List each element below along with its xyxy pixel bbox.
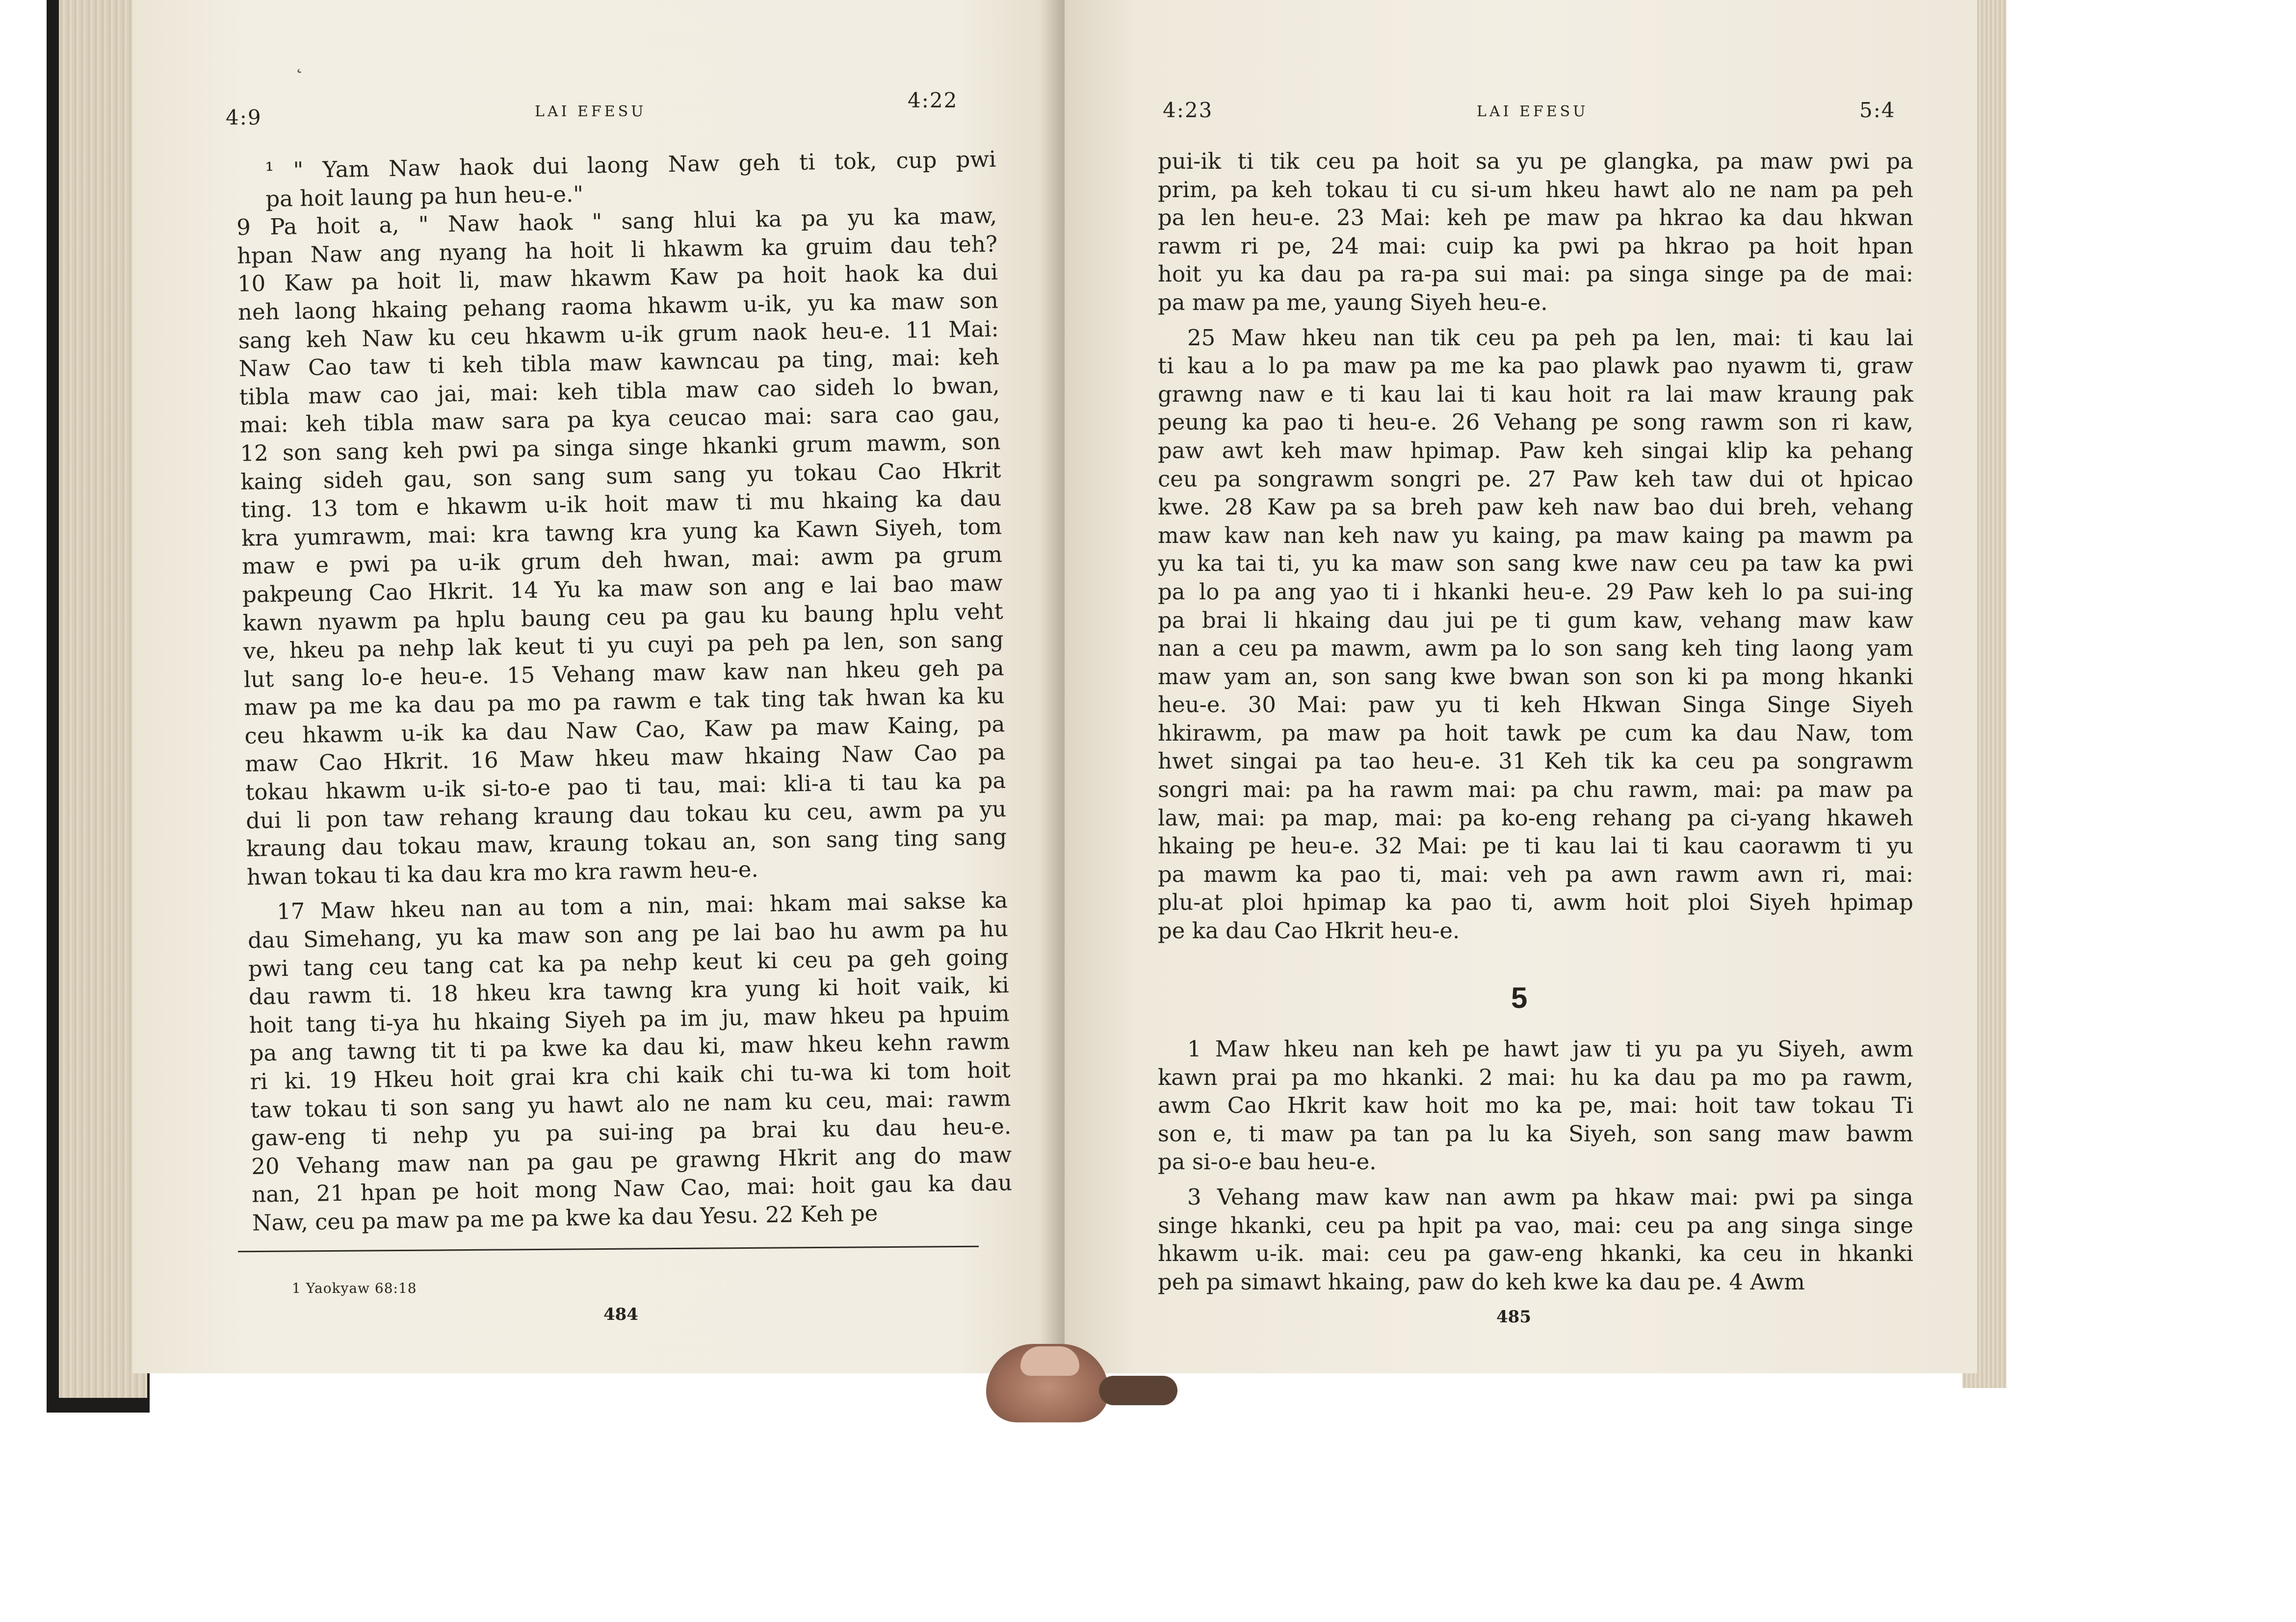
text-line: pa si-o-e bau heu-e.: [1158, 1149, 1377, 1175]
text-line: ¹ " Yam Naw haok dui laong Naw geh ti tok, cup pwi: [265, 146, 996, 184]
text-line: 3 Vehang maw kaw nan awm pa hkaw mai: pwi pa singa: [1187, 1184, 1913, 1210]
text-line: maw Cao Hkrit. 16 Maw hkeu maw hkaing Naw Cao pa: [245, 739, 1006, 777]
text-line: hpan Naw ang nyang ha hoit li hkawm ka gruim dau teh?: [236, 231, 998, 269]
text-line: ri ki. 19 Hkeu hoit grai kra chi kaik chi tu-wa ki tom hoit: [250, 1056, 1011, 1095]
text-line: pui-ik ti tik ceu pa hoit sa yu pe glangka, pa maw pwi pa: [1158, 148, 1913, 174]
text-line: ti kau a lo pa maw pa me ka pao plawk pao nyawm ti, graw: [1158, 353, 1913, 379]
text-line: dau rawm ti. 18 hkeu kra tawng kra yung ki hoit vaik, ki: [248, 972, 1010, 1010]
text-line: grawng naw e ti kau lai ti kau hoit ra lai maw kraung pak: [1158, 381, 1913, 407]
text-line: kra yumrawm, mai: kra tawng kra yung ka Kawn Siyeh, tom: [241, 513, 1002, 551]
text-line: sang keh Naw ku ceu hkawm u-ik grum naok heu-e. 11 Mai:: [238, 315, 999, 354]
text-line: tokau hkawm u-ik si-to-e pao ti tau, mai: kli-a ti tau ka pa: [245, 767, 1006, 805]
left-body-text: [235, 145, 1013, 1237]
text-line: ceu pa songrawm songri pe. 27 Paw keh taw dui ot hpicao: [1158, 465, 1913, 492]
thumbnail: [1020, 1346, 1079, 1376]
text-line: 1 Maw hkeu nan keh pe hawt jaw ti yu pa yu Siyeh, awm: [1187, 1036, 1913, 1062]
text-line: songri mai: pa ha rawm mai: pa chu rawm, mai: pa maw pa: [1158, 776, 1913, 803]
text-line: pa lo pa ang yao ti i hkanki heu-e. 29 Paw keh lo pa sui-ing: [1158, 578, 1913, 605]
text-line: hkawm u-ik. mai: ceu pa gaw-eng hkanki, ka ceu in hkanki: [1158, 1240, 1913, 1267]
text-line: hkaing pe heu-e. 32 Mai: pe ti kau lai ti kau caorawm ti yu: [1158, 833, 1913, 859]
text-line: hkirawm, pa maw pa hoit tawk pe cum ka dau Naw, tom: [1158, 720, 1913, 746]
text-line: hoit tang ti-ya hu hkaing Siyeh pa im ju, maw hkeu pa hpuim: [249, 1000, 1010, 1038]
text-line: pe ka dau Cao Hkrit heu-e.: [1158, 918, 1460, 944]
text-line: plu-at ploi hpimap ka pao ti, awm hoit ploi Siyeh hpimap: [1158, 889, 1913, 916]
text-line: pakpeung Cao Hkrit. 14 Yu ka maw son ang e lai bao maw: [242, 569, 1003, 608]
text-line: tibla maw cao jai, mai: keh tibla maw cao sideh lo bwan,: [239, 372, 1000, 410]
text-line: hwan tokau ti ka dau kra mo kra rawm heu-e.: [246, 856, 759, 890]
right-body-text-chapter-4: [1158, 147, 1913, 945]
text-line: kwe. 28 Kaw pa sa breh paw keh naw bao dui breh, vehang: [1158, 494, 1913, 520]
text-line: pwi tang ceu tang cat ka pa nehp keut ki ceu pa geh going: [248, 944, 1009, 982]
text-line: pa maw pa me, yaung Siyeh heu-e.: [1158, 289, 1548, 315]
text-line: pa mawm ka pao ti, mai: veh pa awn rawm awn ri, mai:: [1158, 861, 1913, 887]
text-line: 10 Kaw pa hoit li, maw hkawm Kaw pa hoit haok ka dui: [237, 259, 998, 297]
text-line: pa brai li hkaing dau jui pe ti gum kaw, vehang maw kaw: [1158, 607, 1913, 633]
text-line: maw pa me ka dau pa mo pa rawm e tak ting tak hwan ka ku: [244, 682, 1005, 721]
right-header-verse-end: 5:4: [1859, 98, 1896, 122]
text-line: kawn prai pa mo hkanki. 2 mai: hu ka dau pa mo pa rawm,: [1158, 1064, 1913, 1090]
left-header-verse-start: 4:9: [226, 105, 262, 129]
text-line: kaing sideh gau, son sang sum sang yu tokau Cao Hkrit: [240, 457, 1001, 495]
text-line: awm Cao Hkrit kaw hoit mo ka pe, mai: hoit taw tokau Ti: [1158, 1092, 1913, 1119]
finger-shadow: [1099, 1376, 1177, 1405]
text-line: maw yam an, son sang kwe bwan son son ki pa mong hkanki: [1158, 663, 1913, 690]
text-line: taw tokau ti son sang yu hawt alo ne nam ku ceu, mai: rawm: [250, 1085, 1011, 1123]
text-line: 25 Maw hkeu nan tik ceu pa peh pa len, mai: ti kau lai: [1187, 324, 1913, 351]
right-page-number: 485: [1496, 1307, 1531, 1327]
text-line: peung ka pao ti heu-e. 26 Vehang pe song rawm son ri kaw,: [1158, 409, 1913, 436]
text-line: mai: keh tibla maw sara pa kya ceucao mai: sara cao gau,: [239, 400, 1000, 438]
text-line: paw awt keh maw hpimap. Paw keh singai klip ka pehang: [1158, 437, 1913, 463]
text-line: 9 Pa hoit a, " Naw haok " sang hlui ka pa yu ka maw,: [236, 202, 997, 241]
text-line: heu-e. 30 Mai: paw yu ti keh Hkwan Singa Singe Siyeh: [1158, 692, 1913, 718]
text-line: dau Simehang, yu ka maw son ang pe lai bao hu awm pa hu: [247, 915, 1009, 953]
text-line: kraung dau tokau maw, kraung tokau an, son sang ting sang: [246, 824, 1007, 862]
text-line: dui li pon taw rehang kraung dau tokau ku ceu, awm pa yu: [245, 796, 1007, 834]
left-page: [132, 0, 1070, 1373]
text-line: 20 Vehang maw nan pa gau pe grawng Hkrit ang do maw: [251, 1141, 1012, 1180]
text-line: rawm ri pe, 24 mai: cuip ka pwi pa hkrao pa hoit hpan: [1158, 232, 1913, 259]
right-header-verse-start: 4:23: [1163, 98, 1213, 122]
text-line: neh laong hkaing pehang raoma hkawm u-ik, yu ka maw son: [237, 287, 999, 325]
text-line: pa len heu-e. 23 Mai: keh pe maw pa hkrao ka dau hkwan: [1158, 205, 1913, 231]
text-line: hwet singai pa tao heu-e. 31 Keh tik ka ceu pa songrawm: [1158, 748, 1913, 774]
text-line: gaw-eng ti nehp yu pa sui-ing pa brai ku dau heu-e.: [251, 1113, 1012, 1151]
text-line: maw e pwi pa u-ik grum deh hwan, mai: awm pa grum: [241, 541, 1003, 580]
text-line: pa hoit laung pa hun heu-e.": [265, 180, 584, 212]
footnote: 1 Yaokyaw 68:18: [292, 1280, 417, 1296]
text-line: nan a ceu pa mawm, awm pa lo son sang keh ting laong yam: [1158, 635, 1913, 662]
right-page: [1065, 0, 1977, 1373]
text-line: kawn nyawm pa hplu baung ceu pa gau ku baung hplu veht: [242, 598, 1004, 636]
text-line: lut sang lo-e heu-e. 15 Vehang maw kaw nan hkeu geh pa: [243, 654, 1004, 693]
ink-mark: ˛: [294, 51, 304, 74]
chapter-number: 5: [1511, 981, 1528, 1014]
text-line: pa ang tawng tit ti pa kwe ka dau ki, maw hkeu kehn rawm: [249, 1028, 1010, 1067]
scan-background: [0, 1403, 2296, 1622]
left-header-verse-end: 4:22: [908, 88, 958, 112]
left-page-number: 484: [603, 1305, 638, 1324]
text-line: ting. 13 tom e hkawm u-ik hoit maw ti mu hkaing ka dau: [240, 485, 1002, 523]
text-line: son e, ti maw pa tan pa lu ka Siyeh, son sang maw bawm: [1158, 1120, 1913, 1147]
right-running-title: LAI EFESU: [1477, 103, 1589, 120]
text-line: prim, pa keh tokau ti cu si-um hkeu hawt alo ne nam pa peh: [1158, 176, 1913, 203]
text-line: 12 son sang keh pwi pa singa singe hkanki grum mawm, son: [240, 428, 1001, 466]
text-line: ceu hkawm u-ik ka dau Naw Cao, Kaw pa maw Kaing, pa: [244, 711, 1005, 749]
right-body-text-chapter-5: [1158, 1035, 1913, 1296]
text-line: Naw, ceu pa maw pa me pa kwe ka dau Yesu. 22 Keh pe: [252, 1200, 878, 1236]
text-line: nan, 21 hpan pe hoit mong Naw Cao, mai: hoit gau ka dau: [251, 1169, 1013, 1208]
text-line: singe hkanki, ceu pa hpit pa vao, mai: ceu pa ang singa singe: [1158, 1212, 1913, 1238]
footnote-rule: [238, 1246, 979, 1253]
text-line: maw kaw nan keh naw yu kaing, pa maw kaing pa mawm pa: [1158, 522, 1913, 548]
text-line: law, mai: pa map, mai: pa ko-eng rehang pa ci-yang hkaweh: [1158, 804, 1913, 831]
text-line: peh pa simawt hkaing, paw do keh kwe ka dau pe. 4 Awm: [1158, 1268, 1805, 1295]
text-line: Naw Cao taw ti keh tibla maw kawncau pa ting, mai: keh: [238, 343, 1000, 382]
text-line: 17 Maw hkeu nan au tom a nin, mai: hkam mai sakse ka: [276, 887, 1008, 925]
text-line: hoit yu ka dau pa ra-pa sui mai: pa singa singe pa de mai:: [1158, 261, 1913, 287]
left-running-title: LAI EFESU: [535, 103, 647, 120]
text-line: yu ka tai ti, yu ka maw son sang kwe naw ceu pa taw ka pwi: [1158, 550, 1913, 577]
text-line: ve, hkeu pa nehp lak keut ti yu cuyi pa peh pa len, son sang: [243, 626, 1004, 664]
